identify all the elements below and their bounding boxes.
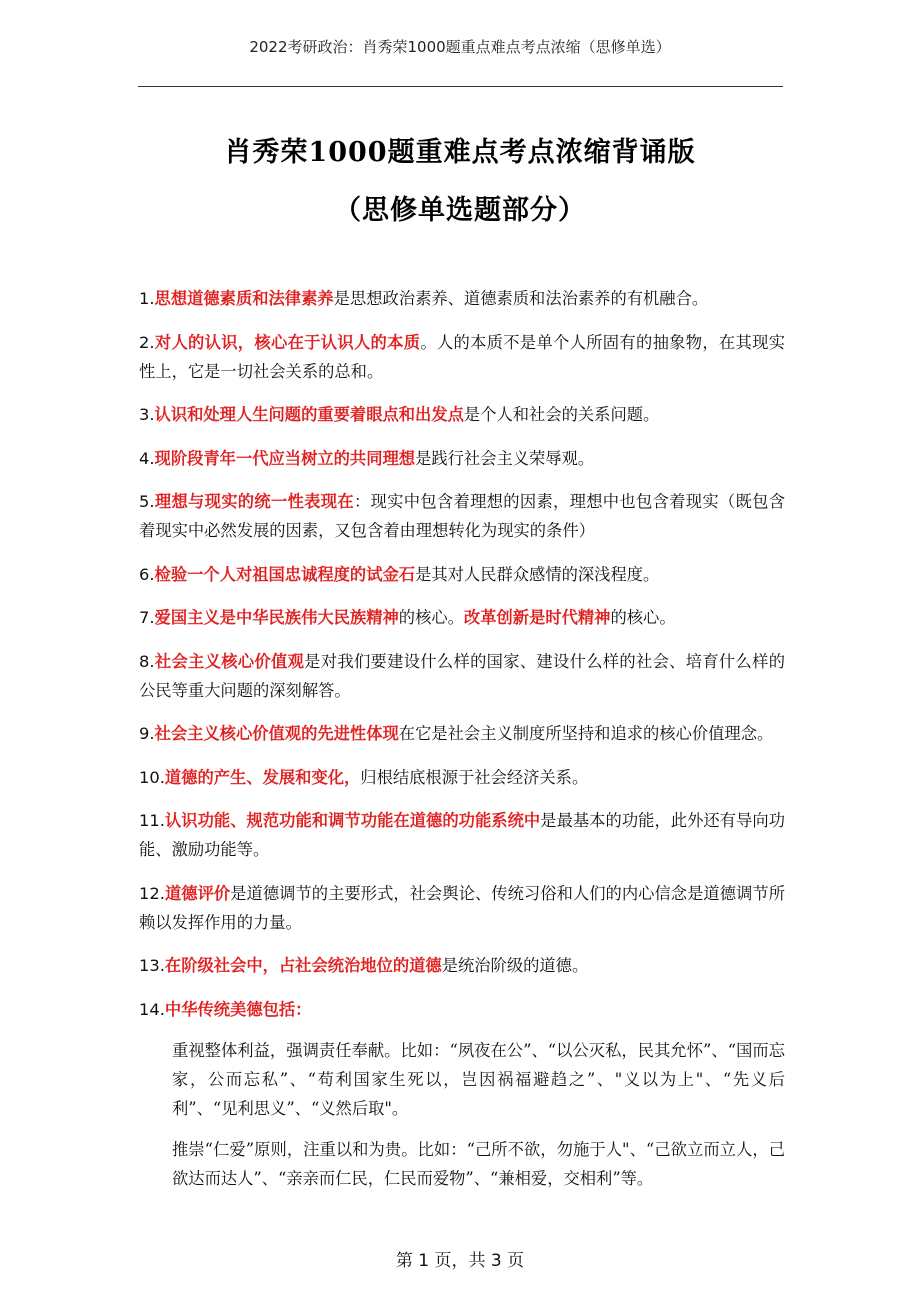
sub-paragraph: 重视整体利益，强调责任奉献。比如：“夙夜在公”、“以公灭私，民其允怀”、“国而忘家，公而忘私”、“苟利国家生死以，岂因祸福避趋之”、"义以为上"、“先义后利”、“见利思义”、“义然后取"。: [172, 1041, 785, 1118]
list-item: 5.理想与现实的统一性表现在：现实中包含着理想的因素，理想中也包含着现实（既包含着现实中必然发展的因素，又包含着由理想转化为现实的条件）: [139, 492, 785, 540]
list-item: 1.思想道德素质和法律素养是思想政治素养、道德素质和法治素养的有机融合。: [139, 289, 709, 308]
list-item: 4.现阶段青年一代应当树立的共同理想是践行社会主义荣辱观。: [139, 448, 595, 468]
list-item: 2.对人的认识，核心在于认识人的本质。人的本质不是单个人所固有的抽象物，在其现实性上，它是一切社会关系的总和。: [139, 332, 785, 381]
list-item: 10.道德的产生、发展和变化，归根结底根源于社会经济关系。: [139, 767, 589, 787]
header-divider: [138, 86, 783, 87]
list-item: 14.中华传统美德包括：: [139, 999, 312, 1019]
document-title: 肖秀荣1000题重难点考点浓缩背诵版: [224, 137, 696, 168]
sub-paragraph: 推崇“仁爱”原则，注重以和为贵。比如：“己所不欲，勿施于人"、“己欲立而立人，己欲达而达人”、“亲亲而仁民，仁民而爱物”、“兼相爱，交相利”等。: [172, 1140, 785, 1188]
list-item: 9.社会主义核心价值观的先进性体现在它是社会主义制度所坚持和追求的核心价值理念。: [139, 724, 774, 743]
list-item: 7.爱国主义是中华民族伟大民族精神的核心。改革创新是时代精神的核心。: [139, 608, 676, 627]
document-subtitle: （思修单选题部分）: [334, 195, 586, 226]
list-item: 6.检验一个人对祖国忠诚程度的试金石是其对人民群众感情的深浅程度。: [139, 564, 660, 584]
list-item: 8.社会主义核心价值观是对我们要建设什么样的国家、建设什么样的社会、培育什么样的公民等重大问题的深刻解答。: [139, 651, 785, 700]
page-header: 2022考研政治：肖秀荣1000题重点难点考点浓缩（思修单选）: [249, 38, 671, 56]
list-item: 11.认识功能、规范功能和调节功能在道德的功能系统中是最基本的功能，此外还有导向功能、激励功能等。: [139, 811, 785, 859]
list-item: 12.道德评价是道德调节的主要形式，社会舆论、传统习俗和人们的内心信念是道德调节所赖以发挥作用的力量。: [139, 883, 785, 932]
question-list: [139, 284, 785, 1207]
list-item: 3.认识和处理人生问题的重要着眼点和出发点是个人和社会的关系问题。: [139, 405, 660, 424]
list-item: 13.在阶级社会中，占社会统治地位的道德是统治阶级的道德。: [139, 956, 589, 975]
page-footer: 第 1 页，共 3 页: [395, 1251, 525, 1271]
